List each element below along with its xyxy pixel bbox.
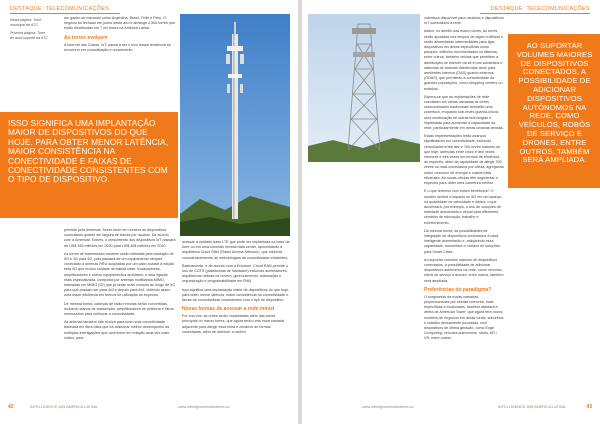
footer-region: AMÉRICA LATINA (66, 405, 98, 409)
body-paragraph: acessar a unidade base LTE que pode ser implantada na base da torre ou em uma conexão remota data center, aproveitando a arquitetura Cloud RAN (Radio Access Network), que melhora consideravelmente as metodologias de conectividade existentes. (182, 240, 290, 260)
subhead-new-access: Novas formas de acessar a rede móvel (182, 306, 275, 313)
page-number-left: 42 (8, 404, 14, 410)
body-paragraph: Da mesma forma, as possibilidades de integração de dispositivos conectados à casa inteligente aumentarão e, adiquirindo essa capacidade, aumentará o número de soluções para Smart Cities. (424, 228, 500, 254)
body-paragraph: cobertura disponível para usuários e dispositivos IoT conectados à rede. (424, 16, 504, 26)
body-paragraph: Essas implementações terão avanços significativos em conectividade, incluindo velocidades entre dez e 100 vezes maiores do que hoje, latências entre cinco e dez vezes menores e três vezes em termos de eficiência do espectro, além da capacidade de atingir 300 vezes os mais conectados por célula, agregando maior consumo de energia e custos mais eficientes. As novas células têm segmentar o espectro para obter uma cobertura melhor. (424, 134, 504, 186)
left-page (0, 0, 298, 424)
section-label-right: DESTAQUE: TELECOMUNICAÇÕES (490, 6, 590, 12)
left-column-1-top (64, 16, 176, 56)
body-paragraph: De mesma forma, cabeças de rádio remotas serão convertidas, incluindo planos de transceptor, amplificadores de potência e filtros necessários para melhorar a conectividade. (64, 301, 174, 317)
page-number-right: 43 (586, 404, 592, 410)
transmission-tower-photo (180, 14, 290, 236)
section-label-left: DESTAQUE: TELECOMUNICAÇÕES (10, 6, 110, 12)
towers-paragraph: A Internet das Coisas, IoT, passa a ser o eixo dessa tendência se envolvem em consolidação e crescimento (64, 42, 171, 52)
subhead-towers-evolve: As torres evoluem (64, 34, 108, 41)
self-support-tower-photo (308, 14, 420, 162)
intro-paragraph: um ganho de mercado como Argentina, Brasil, Chile e Peru. O negócio foi fechado em junho deste ano e abrange 4.506 torres que estão distribuídas em 7 mil torres na América Latina. (64, 16, 175, 31)
footer-masthead-left (30, 405, 97, 409)
footer-brand: C/O (526, 405, 534, 409)
body-paragraph: O surgimento de novas camadas, proporcionadas por células menores, mais específicas e localizadas, também atestará a oferta de American Tower, que agora terá novos modelos de negócios em áreas rurais, subúrbios e cidades densamente povoadas, com dispositivos de última geração, como Edge Computing, veículos autônomos, robôs, AR / VR, entre outros. (424, 294, 504, 341)
body-paragraph: Espera-se que as implantações de rede coexistam em várias camadas as torres macrocelulares tradicionais formarão uma cobertura, enquanto sub-redes guarda-chuva, uma combinação de outras tecnologias ir implantada para aumentar a capacidade da rede, particularmente em áreas urbanas densas. (424, 94, 504, 131)
tower-illustration (180, 14, 290, 236)
body-paragraph: Basicamente, e de acordo com a Ericsson, Cloud RAN permite o uso de COTS (plataformas de hardware) incluindo aceleradores, arquiteturas nativas na nuvem, gerenciamento, automação e orquestração e programabilidade em RAN. (182, 263, 288, 284)
body-paragraph: Assim, no âmbito das macro torres, as torres serão apoiadas nos tempos de algum edifícios e serão alimentadas intermediadas para ligar dispositivos em áreas específicas como parques, edifícios movimentados ou fábricas, entre outros; também células que permitem a distribuição de internet via wi-fi nos substratos e sistemas de antenas distribuídas tanto para ambientes internos (DAS) quanto externos (ODAS), que permitirão a conectividade de grandes populações, como shopping centers ou estádios. (424, 29, 504, 91)
body-paragraph: Por sua vez, as redes serão implantadas além das torres principais ou macro torres, que agora terão uma nova camada adjacente para atingir essa linha e cenários de formas conectadas, além de oferecer a melhor (182, 314, 284, 334)
pull-quote-right: AO SUPORTAR VOLUMES MAIORES DE DISPOSITIVOS CONECTADOS, A POSSIBILIDADE DE ADICIONAR DISPOSITIVOS AUTÔNOMOS NA REDE, COMO VEÍCULOS, ROBÔS DE SERVIÇO E DRONES, ENTRE OUTROS, TAMBÉM SERÁ AMPLIADA. (508, 34, 600, 188)
body-paragraph: As torres de transmissão também serão afetadas pela transição de 5G e 4G para 5G, pois passará de um equipamento simples conectado a antenas RRU acopladas por um cabo coaxial à edição beta 5G que incluiu unidade de banda base, transceptores, amplificadores e outros equipamentos auxiliares, e uma ligação mais especializada, composta por antenas multibanda MIMO, baseadas em MIMO (32) que já serão mais comuns ao longo de 5G para que possam ser para 4x2 e depois para 6x4, obtendo assim uma maior eficiência em termos de utilização do espectro. (64, 251, 176, 298)
footer-masthead-right (498, 405, 565, 409)
body-paragraph: As antenas também irão evoluir para uma nova conectividade baseada em fibra ótica que irá adicionar melhor desempenho às múltiplas interligações que ocorrerem em relação cada vez mais curtos, para (64, 320, 170, 340)
left-column-2-body (182, 240, 290, 338)
section-rule-right (480, 13, 590, 14)
body-paragraph: Ao suportar volumes maiores de dispositivos conectados, a possibilidade de adicionar dispositivos autônomos na rede, como veículos, robôs de serviço e drones, entre outros, também será ampliada. (424, 257, 504, 283)
photo-caption-2: Próxima página: Torre de auto-suporte da ATC (10, 31, 48, 40)
footer-region: AMÉRICA LATINA (534, 405, 566, 409)
body-paragraph: previsto pela American Tower tanto em número de dispositivos conectados quanto em largura de banda por usuário. De acordo com a American Towers, o crescimento dos dispositivos IoT passará de US$ 155 milhões em 2020 para US$ 408 milhões em 2030. (64, 228, 176, 248)
footer-brand: C/O (58, 405, 66, 409)
section-rule-left (10, 13, 120, 14)
footer-url-right[interactable]: www.intelligenceinstitutenet.co (362, 405, 414, 409)
subhead-paradigm: Preferências do paradigma? (424, 286, 492, 293)
footer-org: INTELLIGENCE (30, 405, 58, 409)
pull-quote-left: ISSO SIGNIFICA UMA IMPLANTAÇÃO MAIOR DE DISPOSITIVOS DO QUE HOJE. PARA OBTER MENOR LATÊNCIA, MAIOR CONSISTÊNCIA NA CONECTIVIDADE E FAIXAS DE CONECTIVIDADE CONSISTENTES COM O TIPO DE DISPOSITIVO. (0, 112, 178, 218)
right-page (302, 0, 600, 424)
footer-org: INTELLIGENCE (498, 405, 526, 409)
left-column-1-body (64, 228, 176, 344)
body-paragraph: Isso significa uma implantação maior de dispositivos do que hoje, para obter menor latência, maior consistência na conectividade e faixas de conectividade consistentes com o tipo de dispositivo. (182, 287, 289, 303)
photo-caption-1: Nesta página: Torre municipal de ATC (10, 18, 42, 27)
footer-url-left[interactable]: www.intelligenceinstitutenet.co (178, 405, 230, 409)
body-paragraph: E o que teremos com esses benefícios? O usuário sentirá o impacto do 5G em um avanço na quantidade de velocidade e dados, o que aumentará, por exemplo, o uso de soluções de realidade aumentada e virtual para diferentes cenários de educação, trabalho e entretenimento. (424, 189, 502, 225)
right-column-1-body (424, 16, 504, 345)
lattice-tower-illustration (308, 14, 420, 162)
